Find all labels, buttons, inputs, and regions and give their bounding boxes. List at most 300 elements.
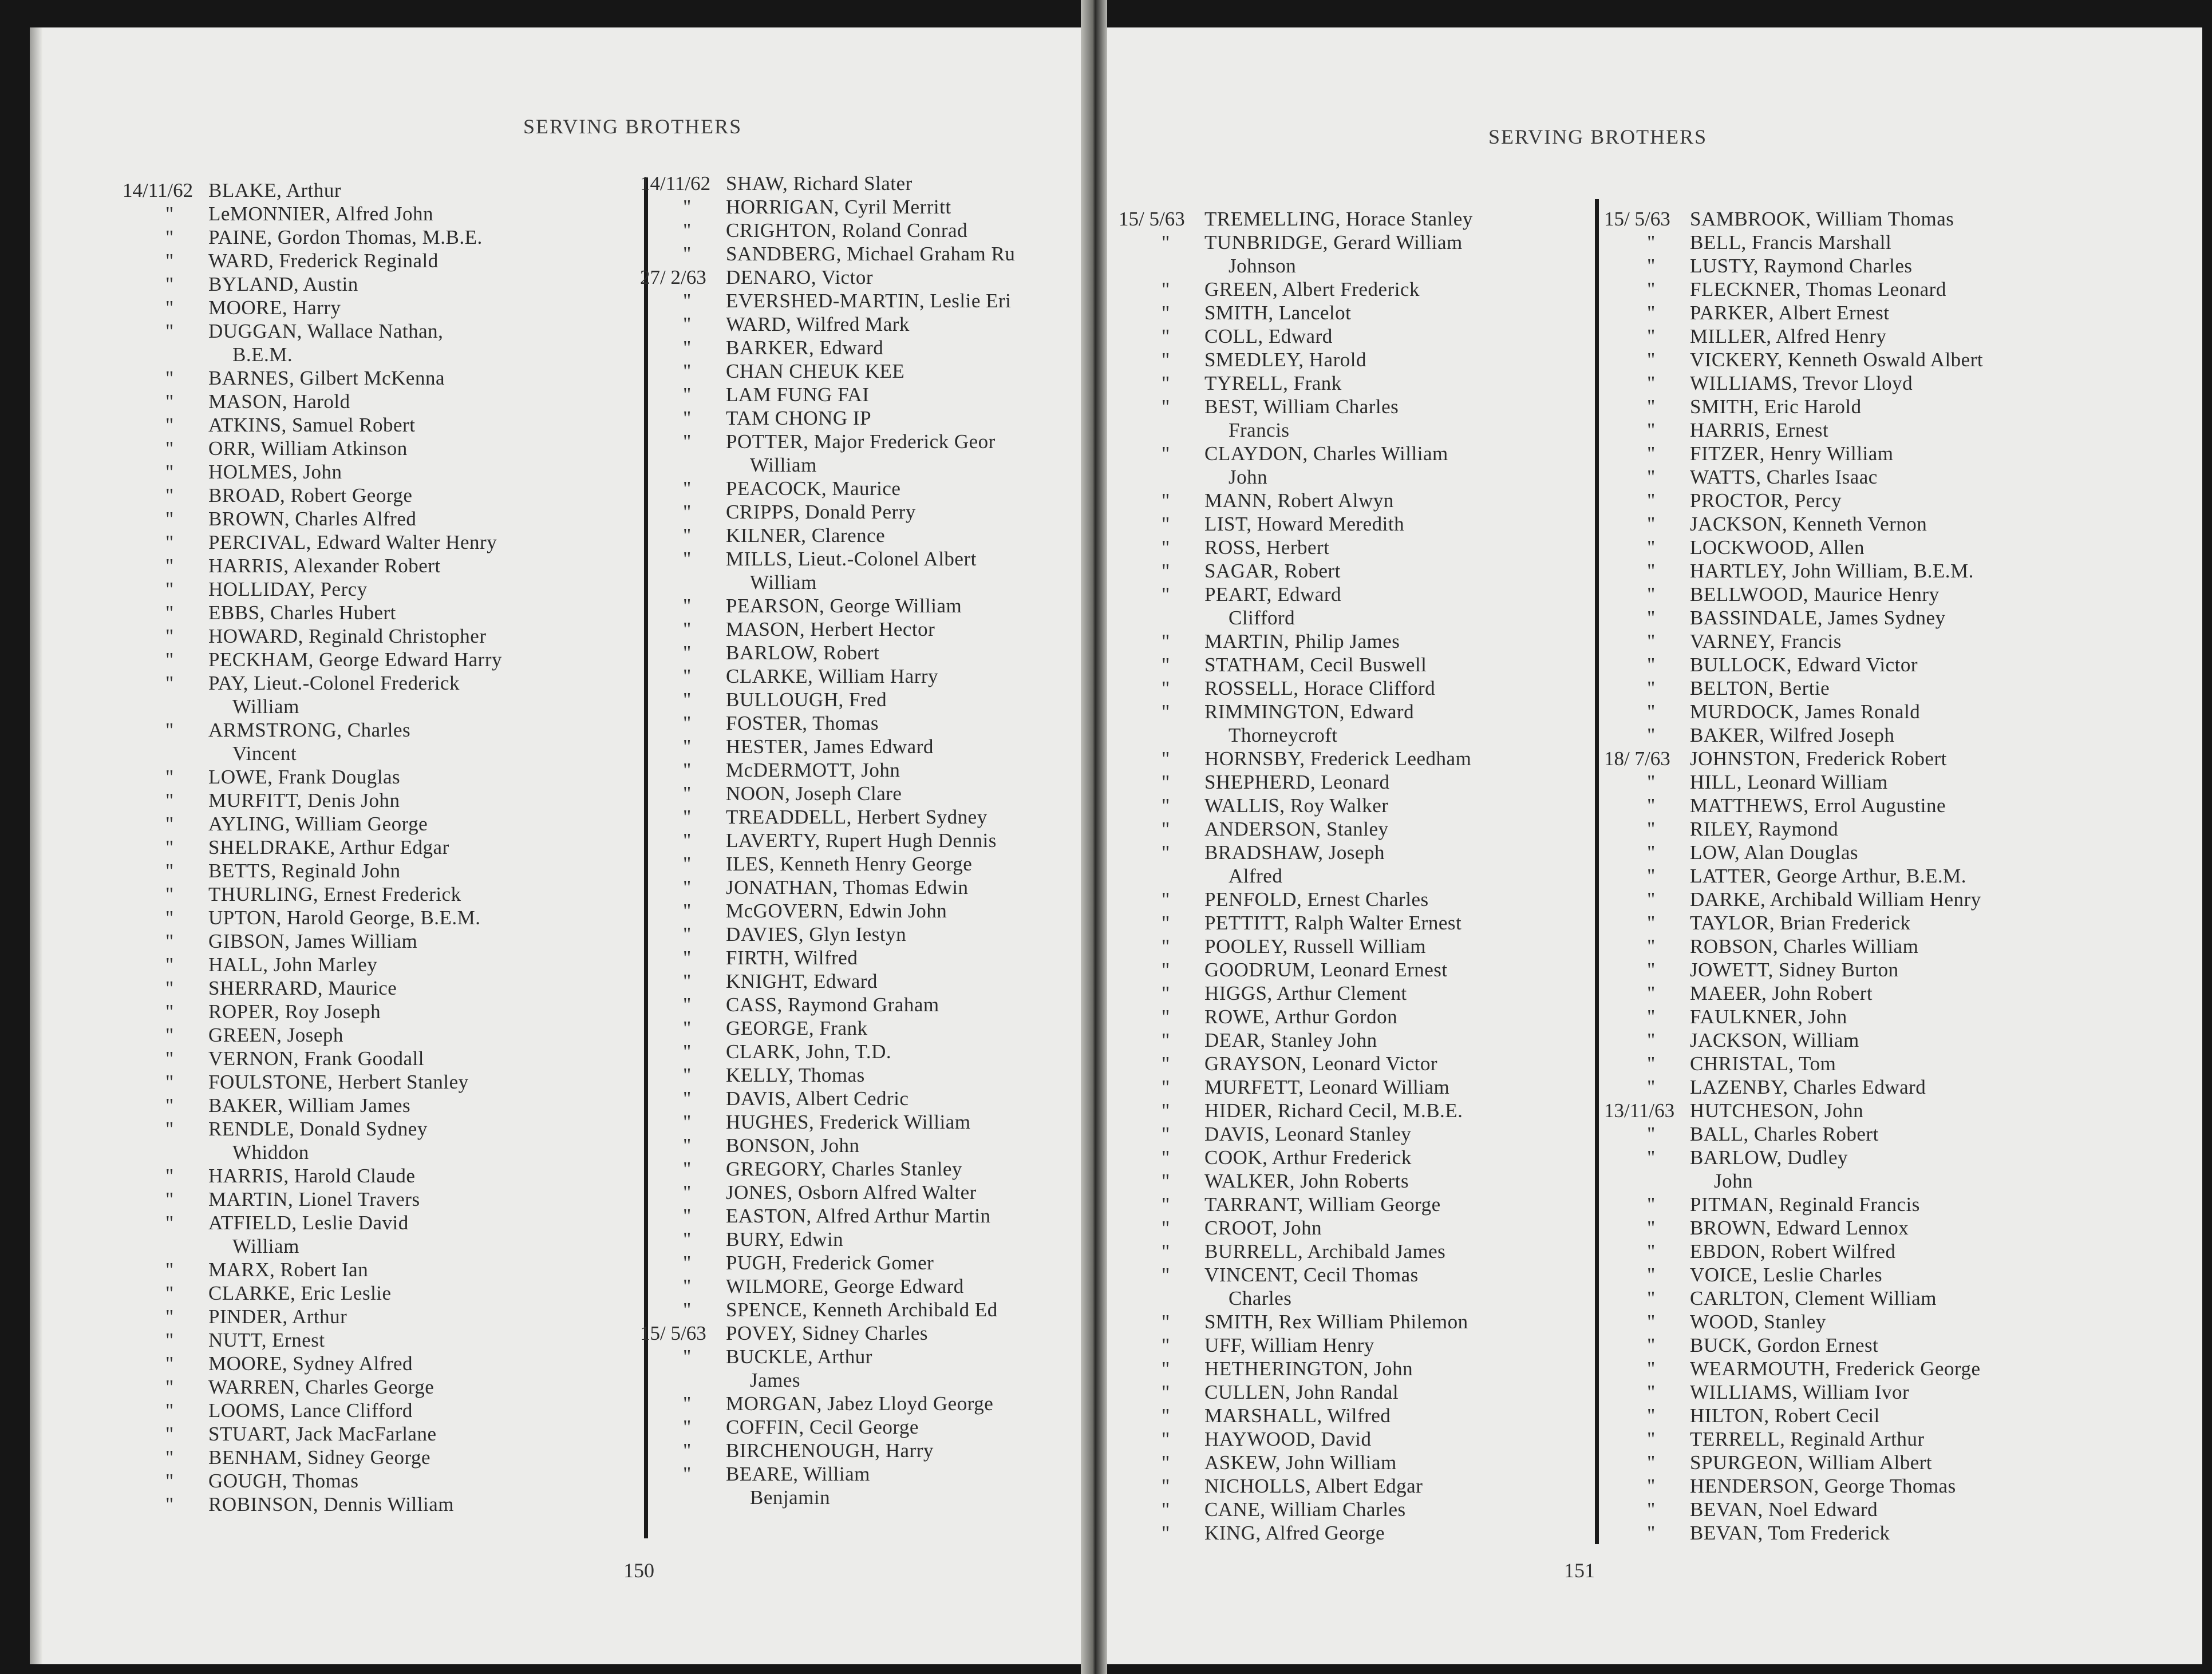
ditto-mark: " — [1162, 560, 1170, 582]
ditto-mark: " — [1162, 349, 1170, 371]
name-block — [208, 507, 416, 531]
name-block — [726, 359, 904, 383]
ditto-mark: " — [683, 970, 692, 992]
list-item — [640, 594, 1015, 618]
list-item — [1119, 1474, 1473, 1498]
name-block — [208, 1422, 437, 1446]
name-block — [208, 1211, 409, 1258]
list-item — [123, 1070, 502, 1094]
ditto-mark: " — [165, 296, 174, 319]
list-item — [123, 366, 502, 390]
name-block — [208, 1023, 343, 1047]
list-item — [1119, 982, 1473, 1005]
member-name: PETTITT, Ralph Walter Ernest — [1204, 912, 1462, 934]
list-item — [640, 1016, 1015, 1040]
names-column — [123, 179, 502, 1516]
member-name: STATHAM, Cecil Buswell — [1204, 654, 1427, 676]
member-name-continued: Vincent — [232, 742, 297, 765]
list-item — [1604, 606, 1983, 630]
name-block — [726, 547, 977, 594]
ditto-mark: " — [683, 1439, 692, 1462]
name-block — [1204, 1474, 1423, 1498]
list-item — [1604, 348, 1983, 371]
list-item — [1119, 1333, 1473, 1357]
list-item — [1119, 278, 1473, 301]
member-name: HARRIS, Alexander Robert — [208, 555, 441, 577]
name-block — [726, 993, 939, 1016]
ditto-mark: " — [165, 719, 174, 741]
list-item — [123, 202, 502, 225]
ditto-mark: " — [165, 672, 174, 694]
list-item — [1604, 1333, 1983, 1357]
list-item — [1604, 512, 1983, 536]
member-name: MARTIN, Philip James — [1204, 630, 1400, 652]
ditto-mark: " — [1162, 818, 1170, 840]
list-item — [123, 1211, 502, 1258]
name-block — [208, 437, 408, 460]
ditto-mark: " — [683, 196, 692, 218]
ditto-mark: " — [1647, 489, 1656, 512]
name-block — [1690, 1451, 1932, 1474]
list-item — [123, 648, 502, 671]
ditto-mark: " — [683, 430, 692, 453]
ditto-mark: " — [1647, 466, 1656, 488]
list-item — [123, 225, 502, 249]
name-block — [1690, 1122, 1879, 1146]
ditto-mark: " — [1647, 1146, 1656, 1169]
member-name-continued: B.E.M. — [232, 343, 293, 366]
ditto-mark: " — [1647, 1475, 1656, 1497]
member-name: NICHOLLS, Albert Edgar — [1204, 1475, 1423, 1497]
list-item — [123, 789, 502, 812]
ditto-mark: " — [683, 407, 692, 429]
member-name: POVEY, Sidney Charles — [726, 1322, 929, 1344]
member-name: HILTON, Robert Cecil — [1690, 1404, 1880, 1427]
member-name: BLAKE, Arthur — [208, 179, 342, 201]
list-item — [123, 1094, 502, 1117]
ditto-mark: " — [1162, 1076, 1170, 1098]
list-item — [123, 1164, 502, 1188]
list-item — [123, 1446, 502, 1469]
list-item — [640, 1251, 1015, 1275]
list-item — [1604, 1146, 1983, 1193]
page-header: SERVING BROTHERS — [1488, 125, 1708, 148]
list-item — [123, 1023, 502, 1047]
name-block — [208, 1164, 415, 1188]
list-item — [123, 1000, 502, 1023]
list-item — [640, 547, 1015, 594]
name-block — [726, 782, 902, 805]
ditto-mark: " — [165, 1071, 174, 1093]
list-item — [640, 876, 1015, 899]
date-label: 15/ 5/63 — [1119, 208, 1185, 230]
name-block — [208, 296, 341, 319]
member-name: JONES, Osborn Alfred Walter — [726, 1181, 977, 1204]
name-block — [726, 923, 906, 946]
list-item — [640, 618, 1015, 641]
list-item — [1119, 1357, 1473, 1380]
name-block — [1204, 1451, 1397, 1474]
name-block — [1690, 301, 1890, 324]
name-block — [1204, 1380, 1399, 1404]
ditto-mark: " — [1647, 513, 1656, 535]
member-name: BEVAN, Tom Frederick — [1690, 1522, 1890, 1544]
name-block — [1204, 982, 1407, 1005]
list-item — [1119, 1122, 1473, 1146]
name-block — [1690, 1310, 1826, 1333]
member-name: WEARMOUTH, Frederick George — [1690, 1358, 1981, 1380]
member-name: THURLING, Ernest Frederick — [208, 883, 461, 905]
ditto-mark: " — [683, 665, 692, 687]
ditto-mark: " — [1162, 1146, 1170, 1169]
member-name: PEARSON, George William — [726, 595, 962, 617]
list-item — [123, 671, 502, 718]
name-block — [726, 1415, 919, 1439]
member-name: LATTER, George Arthur, B.E.M. — [1690, 865, 1966, 887]
ditto-mark: " — [165, 1493, 174, 1515]
member-name: HILL, Leonard William — [1690, 771, 1888, 793]
member-name: HARTLEY, John William, B.E.M. — [1690, 560, 1974, 582]
name-block — [1204, 489, 1394, 512]
list-item — [1604, 1099, 1983, 1122]
member-name: WILMORE, George Edward — [726, 1275, 964, 1297]
list-item — [1604, 794, 1983, 817]
name-block — [1204, 747, 1471, 770]
ditto-mark: " — [1162, 278, 1170, 300]
list-item — [123, 437, 502, 460]
ditto-mark: " — [1647, 982, 1656, 1004]
list-item — [123, 624, 502, 648]
member-name: WILLIAMS, Trevor Lloyd — [1690, 372, 1913, 394]
name-block — [726, 711, 879, 735]
list-item — [640, 1415, 1015, 1439]
ditto-mark: " — [683, 735, 692, 758]
name-block — [1204, 958, 1448, 982]
list-item — [640, 1321, 1015, 1345]
name-block — [208, 765, 400, 789]
member-name: JACKSON, William — [1690, 1029, 1859, 1051]
list-item — [640, 782, 1015, 805]
name-block — [208, 1469, 359, 1493]
name-block — [726, 688, 887, 711]
name-block — [1690, 606, 1946, 630]
ditto-mark: " — [1162, 1451, 1170, 1474]
list-item — [640, 336, 1015, 359]
ditto-mark: " — [165, 1259, 174, 1281]
list-item — [640, 195, 1015, 219]
member-name: PAINE, Gordon Thomas, M.B.E. — [208, 226, 483, 248]
ditto-mark: " — [165, 648, 174, 671]
list-item — [1604, 958, 1983, 982]
list-item — [640, 477, 1015, 500]
name-block — [726, 1251, 934, 1275]
member-name-continued: Thorneycroft — [1229, 724, 1338, 746]
name-block — [1690, 888, 1981, 911]
member-name: CRIPPS, Donald Perry — [726, 501, 916, 523]
member-name: BALL, Charles Robert — [1690, 1123, 1879, 1145]
name-block — [208, 976, 397, 1000]
list-item — [640, 1462, 1015, 1509]
list-item — [1604, 700, 1983, 723]
member-name-continued: William — [750, 571, 817, 593]
ditto-mark: " — [683, 642, 692, 664]
list-item — [640, 172, 1015, 195]
ditto-mark: " — [1647, 1240, 1656, 1263]
name-block — [1690, 1427, 1925, 1451]
ditto-mark: " — [165, 203, 174, 225]
list-item — [640, 829, 1015, 852]
list-item — [123, 765, 502, 789]
ditto-mark: " — [1647, 442, 1656, 465]
ditto-mark: " — [683, 595, 692, 617]
member-name: WARD, Frederick Reginald — [208, 250, 439, 272]
ditto-mark: " — [165, 555, 174, 577]
list-item — [1119, 395, 1473, 442]
name-block — [1690, 207, 1954, 231]
name-block — [726, 500, 916, 524]
name-block — [1690, 1333, 1878, 1357]
ditto-mark: " — [1162, 395, 1170, 418]
list-item — [123, 1399, 502, 1422]
list-item — [1119, 1005, 1473, 1028]
ditto-mark: " — [1162, 1170, 1170, 1192]
name-block — [208, 1375, 434, 1399]
member-name: LOOMS, Lance Clifford — [208, 1399, 413, 1422]
member-name: MURFETT, Leonard William — [1204, 1076, 1450, 1098]
list-item — [1604, 1240, 1983, 1263]
list-item — [1604, 324, 1983, 348]
member-name: POTTER, Major Frederick Geor — [726, 430, 996, 453]
ditto-mark: " — [1162, 372, 1170, 394]
ditto-mark: " — [1647, 818, 1656, 840]
name-block — [726, 1063, 865, 1087]
ditto-mark: " — [683, 853, 692, 875]
member-name: TERRELL, Reginald Arthur — [1690, 1428, 1925, 1450]
name-block — [208, 718, 410, 765]
member-name: SPENCE, Kenneth Archibald Ed — [726, 1299, 998, 1321]
list-item — [640, 1392, 1015, 1415]
member-name: WOOD, Stanley — [1690, 1311, 1826, 1333]
member-name: MURFITT, Denis John — [208, 789, 400, 812]
ditto-mark: " — [165, 883, 174, 905]
list-item — [123, 413, 502, 437]
member-name: ROBINSON, Dennis William — [208, 1493, 454, 1515]
list-item — [640, 641, 1015, 664]
list-item — [640, 1275, 1015, 1298]
list-item — [1604, 770, 1983, 794]
member-name: ROWE, Arthur Gordon — [1204, 1006, 1398, 1028]
member-name: MASON, Herbert Hector — [726, 618, 935, 640]
member-name-continued: William — [750, 454, 817, 476]
list-item — [640, 1204, 1015, 1228]
list-item — [1604, 1028, 1983, 1052]
list-item — [1604, 1287, 1983, 1310]
ditto-mark: " — [1162, 1311, 1170, 1333]
list-item — [640, 1298, 1015, 1321]
member-name: ORR, William Atkinson — [208, 437, 408, 460]
ditto-mark: " — [1647, 1311, 1656, 1333]
ditto-mark: " — [1647, 794, 1656, 817]
member-name: SMEDLEY, Harold — [1204, 349, 1366, 371]
name-block — [726, 1134, 860, 1157]
page-header: SERVING BROTHERS — [523, 115, 742, 138]
member-name-continued: James — [750, 1369, 801, 1391]
ditto-mark: " — [1647, 959, 1656, 981]
name-block — [1204, 911, 1462, 935]
name-block — [1690, 911, 1911, 935]
name-block — [1690, 1005, 1847, 1028]
name-block — [726, 1275, 964, 1298]
name-block — [208, 929, 417, 953]
list-item — [1604, 723, 1983, 747]
name-block — [726, 1439, 934, 1462]
ditto-mark: " — [1647, 1287, 1656, 1309]
member-name: ROSSELL, Horace Clifford — [1204, 677, 1436, 699]
member-name: DAVIS, Leonard Stanley — [1204, 1123, 1412, 1145]
name-block — [1690, 1099, 1863, 1122]
list-item — [1604, 1498, 1983, 1521]
member-name: VERNON, Frank Goodall — [208, 1047, 424, 1070]
name-block — [208, 671, 460, 718]
name-block — [1690, 723, 1894, 747]
name-block — [1690, 1287, 1937, 1310]
ditto-mark: " — [683, 383, 692, 406]
ditto-mark: " — [683, 1228, 692, 1250]
ditto-mark: " — [1162, 959, 1170, 981]
list-item — [1119, 559, 1473, 583]
names-column — [640, 172, 1015, 1509]
list-item — [1604, 1310, 1983, 1333]
member-name: HIGGS, Arthur Clement — [1204, 982, 1407, 1004]
member-name: BIRCHENOUGH, Harry — [726, 1439, 934, 1462]
ditto-mark: " — [1647, 1123, 1656, 1145]
member-name: WARD, Wilfred Mark — [726, 313, 910, 335]
name-block — [1204, 794, 1388, 817]
member-name: CLARKE, Eric Leslie — [208, 1282, 392, 1304]
name-block — [1690, 653, 1918, 676]
member-name: JOHNSTON, Frederick Robert — [1690, 747, 1947, 770]
list-item — [1604, 1193, 1983, 1216]
name-block — [726, 664, 938, 688]
member-name: VOICE, Leslie Charles — [1690, 1264, 1883, 1286]
ditto-mark: " — [1647, 1498, 1656, 1521]
ditto-mark: " — [1647, 255, 1656, 277]
member-name: CLARKE, William Harry — [726, 665, 939, 687]
list-item — [1119, 583, 1473, 630]
member-name: LOWE, Frank Douglas — [208, 766, 401, 788]
ditto-mark: " — [683, 1463, 692, 1485]
member-name: LAVERTY, Rupert Hugh Dennis — [726, 829, 997, 852]
name-block — [726, 735, 934, 758]
ditto-mark: " — [1162, 701, 1170, 723]
ditto-mark: " — [1647, 1217, 1656, 1239]
names-column — [1119, 207, 1473, 1545]
ditto-mark: " — [1162, 1264, 1170, 1286]
ditto-mark: " — [165, 1305, 174, 1328]
list-item — [1119, 1099, 1473, 1122]
member-name: BULLOUGH, Fred — [726, 688, 887, 711]
list-item — [1119, 1498, 1473, 1521]
member-name: WALLIS, Roy Walker — [1204, 794, 1389, 817]
list-item — [123, 976, 502, 1000]
ditto-mark: " — [683, 477, 692, 500]
ditto-mark: " — [683, 1205, 692, 1227]
list-item — [1119, 301, 1473, 324]
ditto-mark: " — [165, 531, 174, 553]
name-block — [1690, 1052, 1836, 1075]
member-name: BEARE, William — [726, 1463, 870, 1485]
member-name: HENDERSON, George Thomas — [1690, 1475, 1956, 1497]
list-item — [123, 812, 502, 836]
ditto-mark: " — [683, 219, 692, 242]
member-name-continued: Johnson — [1229, 255, 1297, 277]
member-name: HOLLIDAY, Percy — [208, 578, 368, 600]
name-block — [1690, 770, 1888, 794]
member-name: MILLER, Alfred Henry — [1690, 325, 1887, 347]
name-block — [208, 1258, 368, 1281]
ditto-mark: " — [165, 930, 174, 952]
ditto-mark: " — [1162, 536, 1170, 559]
ditto-mark: " — [165, 273, 174, 295]
list-item — [1119, 1521, 1473, 1545]
name-block — [1690, 1216, 1909, 1240]
name-block — [1204, 207, 1473, 231]
name-block — [1690, 395, 1862, 418]
name-block — [726, 1392, 993, 1415]
name-block — [208, 484, 412, 507]
member-name: MOORE, Sydney Alfred — [208, 1352, 413, 1375]
name-block — [1690, 1193, 1920, 1216]
member-name: GREEN, Albert Frederick — [1204, 278, 1420, 300]
name-block — [726, 172, 913, 195]
list-item — [1604, 1380, 1983, 1404]
name-block — [726, 852, 972, 876]
ditto-mark: " — [1647, 1358, 1656, 1380]
ditto-mark: " — [1647, 1193, 1656, 1216]
member-name: FITZER, Henry William — [1690, 442, 1894, 465]
ditto-mark: " — [165, 390, 174, 413]
member-name: TAYLOR, Brian Frederick — [1690, 912, 1911, 934]
name-block — [1690, 794, 1946, 817]
list-item — [123, 1375, 502, 1399]
list-item — [1604, 207, 1983, 231]
name-block — [208, 272, 358, 296]
name-block — [726, 1157, 962, 1181]
ditto-mark: " — [1162, 1428, 1170, 1450]
name-block — [1204, 700, 1414, 747]
name-block — [726, 876, 969, 899]
ditto-mark: " — [1647, 677, 1656, 699]
ditto-mark: " — [165, 601, 174, 624]
date-label: 27/ 2/63 — [640, 266, 706, 288]
list-item — [1604, 395, 1983, 418]
list-item — [640, 242, 1015, 266]
member-name: TREADDELL, Herbert Sydney — [726, 806, 988, 828]
name-block — [726, 805, 988, 829]
name-block — [1690, 324, 1886, 348]
name-block — [208, 1328, 325, 1352]
ditto-mark: " — [1647, 654, 1656, 676]
name-block — [1204, 1240, 1445, 1263]
list-item — [123, 296, 502, 319]
name-block — [1204, 301, 1351, 324]
name-block — [208, 202, 433, 225]
name-block — [726, 618, 935, 641]
member-name: VINCENT, Cecil Thomas — [1204, 1264, 1419, 1286]
ditto-mark: " — [1647, 1264, 1656, 1286]
member-name: TUNBRIDGE, Gerard William — [1204, 231, 1463, 254]
list-item — [1604, 1075, 1983, 1099]
